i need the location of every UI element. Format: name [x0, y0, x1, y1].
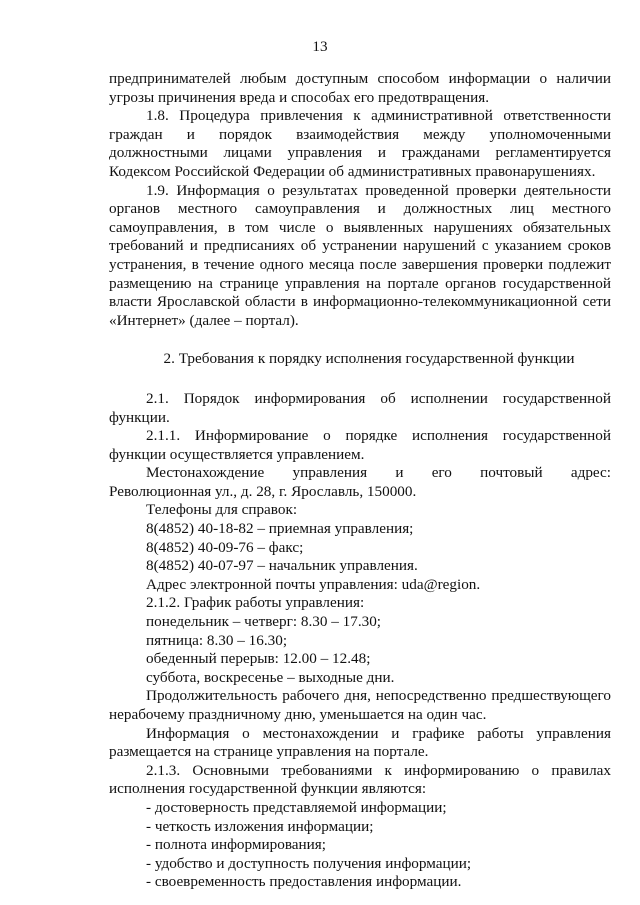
email-line: Адрес электронной почты управления: uda@region.	[146, 575, 481, 593]
section-heading: 2. Требования к порядку исполнения государственной функции	[163, 350, 575, 368]
schedule-mon-thu: понедельник – четверг: 8.30 – 17.30;	[146, 613, 382, 631]
paragraph-info-portal: Информация о местонахождении и графике работы управления размещается на странице управления на портале.	[109, 724, 611, 761]
spacer	[109, 330, 611, 350]
paragraph-2-1-1: 2.1.1. Информирование о порядке исполнения государственной функции осуществляется управлением.	[109, 427, 611, 463]
phone-head: 8(4852) 40-07-97 – начальник управления.	[146, 557, 418, 575]
page-number: 13	[312, 38, 328, 55]
requirement-item: - удобство и доступность получения информации;	[146, 854, 472, 872]
schedule-weekend: суббота, воскресенье – выходные дни.	[146, 668, 395, 686]
phone-reception: 8(4852) 40-18-82 – приемная управления;	[146, 520, 414, 538]
spacer	[109, 369, 611, 390]
document-body	[109, 70, 611, 892]
paragraph-continuation: предпринимателей любым доступным способом информации о наличии угрозы причинения вреда и способах его предотвращения.	[109, 70, 611, 106]
paragraph-1-8: 1.8. Процедура привлечения к административной ответственности граждан и порядок взаимодействия между уполномоченными должностными лицами управления и гражданами регламентируется Кодексом Российской Федерации об административных правонарушениях.	[109, 107, 611, 180]
phone-fax: 8(4852) 40-09-76 – факс;	[146, 538, 304, 556]
schedule-lunch: обеденный перерыв: 12.00 – 12.48;	[146, 650, 371, 668]
paragraph-holiday: Продолжительность рабочего дня, непосредственно предшествующего нерабочему праздничному дню, уменьшается на один час.	[109, 687, 611, 723]
requirement-item: - своевременность предоставления информации.	[146, 873, 462, 891]
schedule-title: 2.1.2. График работы управления:	[146, 594, 365, 612]
address-line-2: Революционная ул., д. 28, г. Ярославль, 150000.	[109, 482, 417, 500]
requirement-item: - полнота информирования;	[146, 836, 326, 854]
requirement-item: - достоверность представляемой информации;	[146, 798, 447, 816]
requirement-item: - четкость изложения информации;	[146, 817, 374, 835]
paragraph-1-9: 1.9. Информация о результатах проведенной проверки деятельности органов местного самоуправления и должностных лиц местного самоуправления, в том числе о выявленных нарушениях обязательных требований и предписаниях об устранении нарушений с указанием сроков устранения, в течение одного месяца после завершения проверки подлежит размещению на странице управления на портале органов государственной власти Ярославской области в информационно-телекоммуникационной сети «Интернет» (далее – портал).	[109, 181, 611, 329]
phones-title: Телефоны для справок:	[146, 501, 298, 519]
schedule-fri: пятница: 8.30 – 16.30;	[146, 631, 288, 649]
paragraph-2-1-3: 2.1.3. Основными требованиями к информированию о правилах исполнения государственной функции являются:	[109, 761, 611, 798]
paragraph-2-1: 2.1. Порядок информирования об исполнении государственной функции.	[109, 389, 611, 426]
address-line-1: Местонахождение управления и его почтовый адрес:	[146, 464, 611, 482]
